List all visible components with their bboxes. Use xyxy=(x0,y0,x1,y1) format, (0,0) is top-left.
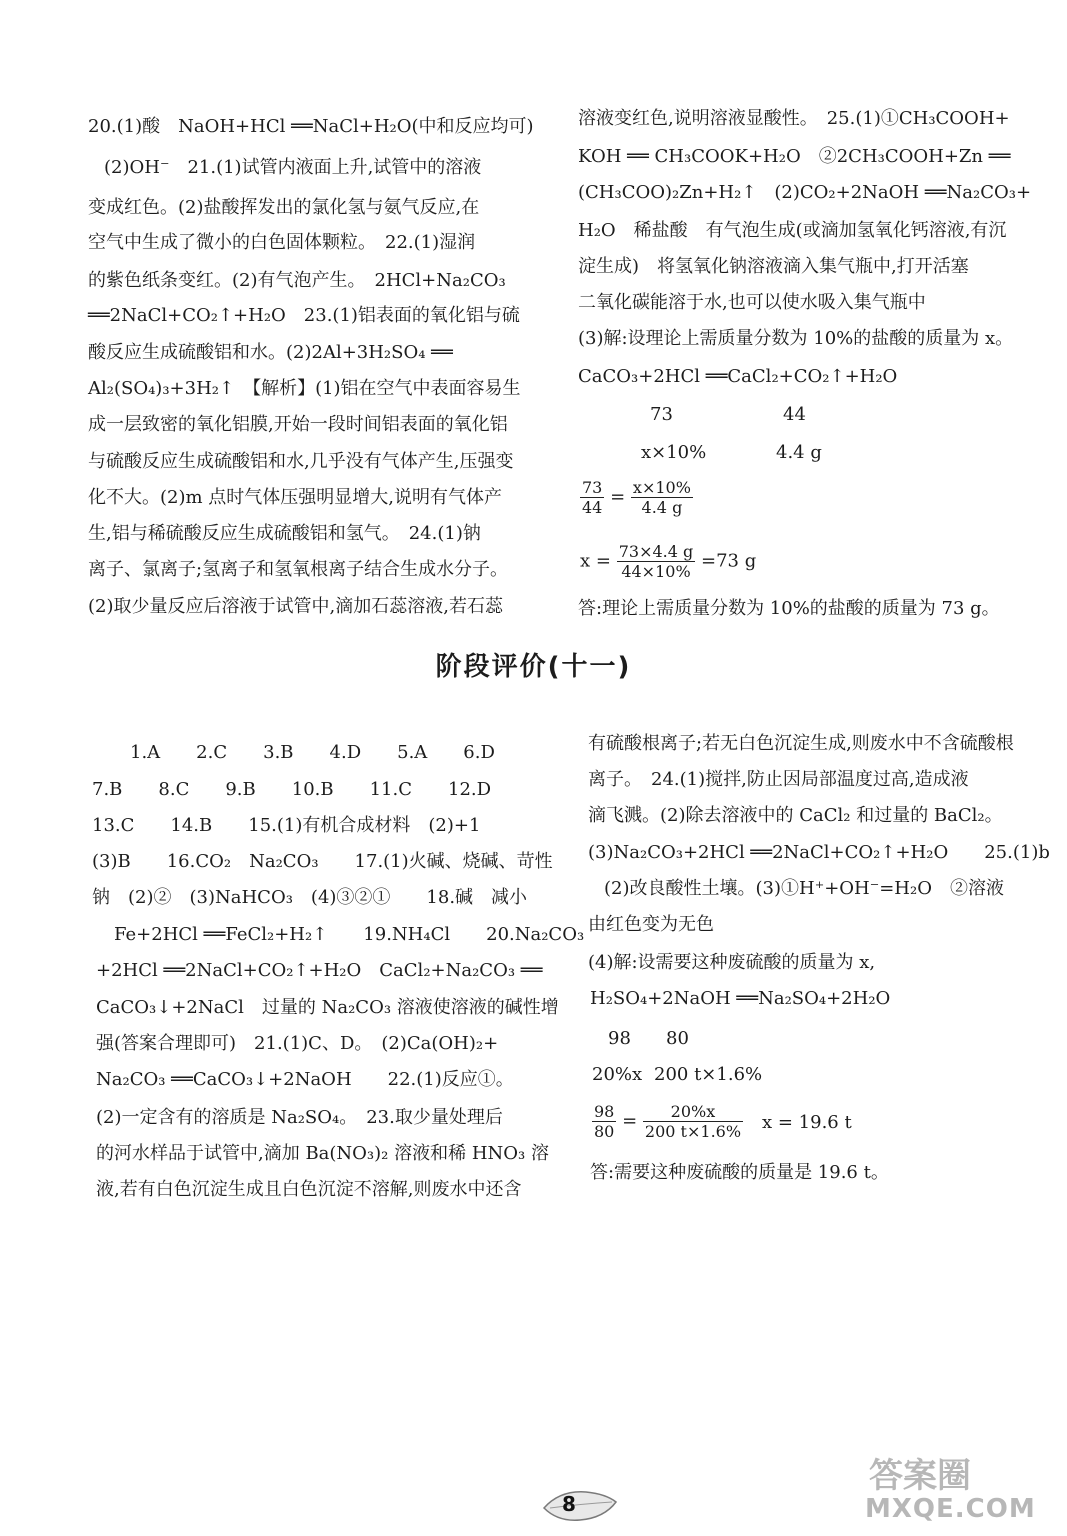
watermark-logo-text: 答案圈 xyxy=(869,1456,971,1496)
text-line: 液,若有白色沉淀生成且白色沉淀不溶解,则废水中还含 xyxy=(96,1179,522,1200)
text-line: CaCO₃↓+2NaCl 过量的 Na₂CO₃ 溶液使溶液的碱性增 xyxy=(96,997,559,1018)
solution-equation: x = $\frac{73\times 4.4 g}{44\times 10\%}$ =73 g xyxy=(580,542,757,581)
watermark-url: MXQE.COM xyxy=(865,1494,1036,1524)
text-line: 由红色变为无色 xyxy=(588,914,714,935)
text-line: +2HCl ══2NaCl+CO₂↑+H₂O CaCl₂+Na₂CO₃ ══ xyxy=(96,960,543,981)
page-number: 8 xyxy=(562,1492,576,1516)
text-line: 与硫酸反应生成硫酸铝和水,几乎没有气体产生,压强变 xyxy=(88,451,514,472)
text-line: 离子、氯离子;氢离子和氢氧根离子结合生成水分子。 xyxy=(88,559,509,580)
equation-value: 73 xyxy=(650,404,673,425)
text-line: 生,铝与稀硫酸反应生成硫酸铝和氢气。 24.(1)钠 xyxy=(88,523,481,544)
text-line: 溶液变红色,说明溶液显酸性。 25.(1)①CH₃COOH+ xyxy=(578,108,1010,129)
answer-line: 答:需要这种废硫酸的质量是 19.6 t。 xyxy=(590,1162,889,1183)
text-line: 酸反应生成硫酸铝和水。(2)2Al+3H₂SO₄ ══ xyxy=(88,342,453,363)
text-line: 20.(1)酸 NaOH+HCl ══NaCl+H₂O(中和反应均可) xyxy=(88,116,534,137)
section-heading: 阶段评价(十一) xyxy=(435,652,632,682)
fraction: $\frac{73\times 4.4 g}{44\times 10\%}$ xyxy=(618,542,694,581)
text-line: 的紫色纸条变红。(2)有气泡产生。 2HCl+Na₂CO₃ xyxy=(88,270,506,291)
answer-row: 13.C 14.B 15.(1)有机合成材料 (2)+1 xyxy=(92,815,481,836)
text-line: ══2NaCl+CO₂↑+H₂O 23.(1)铝表面的氧化铝与硫 xyxy=(88,305,520,326)
text-line: Na₂CO₃ ══CaCO₃↓+2NaOH 22.(1)反应①。 xyxy=(96,1069,514,1090)
text-line: H₂O 稀盐酸 有气泡生成(或滴加氢氧化钙溶液,有沉 xyxy=(578,220,1007,241)
text-line: (2)改良酸性土壤。(3)①H⁺+OH⁻=H₂O ②溶液 xyxy=(604,878,1004,899)
text-line: (CH₃COO)₂Zn+H₂↑ (2)CO₂+2NaOH ══Na₂CO₃+ xyxy=(578,182,1032,203)
text-line: Fe+2HCl ══FeCl₂+H₂↑ 19.NH₄Cl 20.Na₂CO₃ xyxy=(114,924,585,945)
answer-row: 7.B 8.C 9.B 10.B 11.C 12.D xyxy=(92,779,492,800)
equation-value: 98 xyxy=(608,1028,631,1049)
equation-value: x×10% xyxy=(641,442,707,463)
page-number-badge xyxy=(540,1488,620,1524)
equation-value: 20%x xyxy=(592,1064,643,1085)
text-line: 离子。 24.(1)搅拌,防止因局部温度过高,造成液 xyxy=(588,769,969,790)
text-line: 淀生成) 将氢氧化钠溶液滴入集气瓶中,打开活塞 xyxy=(578,256,969,277)
text-line: 化不大。(2)m 点时气体压强明显增大,说明有气体产 xyxy=(88,487,503,508)
watermark xyxy=(857,1448,1047,1528)
text-line: Al₂(SO₄)₃+3H₂↑ 【解析】(1)铝在空气中表面容易生 xyxy=(88,378,521,399)
text-line: 滴飞溅。(2)除去溶液中的 CaCl₂ 和过量的 BaCl₂。 xyxy=(588,805,1003,826)
text-line: (4)解:设需要这种废硫酸的质量为 x, xyxy=(588,952,876,973)
text-line: 变成红色。(2)盐酸挥发出的氯化氢与氨气反应,在 xyxy=(88,197,480,218)
fraction: $\frac{98}{80}$ xyxy=(594,1102,615,1141)
text-line: (3)B 16.CO₂ Na₂CO₃ 17.(1)火碱、烧碱、苛性 xyxy=(92,851,553,872)
fraction: $\frac{20\%x}{200 t\times 1.6\%}$ xyxy=(644,1102,742,1141)
text-line: 二氧化碳能溶于水,也可以使水吸入集气瓶中 xyxy=(578,292,926,313)
equation-line: CaCO₃+2HCl ══CaCl₂+CO₂↑+H₂O xyxy=(578,366,898,387)
equation-line: H₂SO₄+2NaOH ══Na₂SO₄+2H₂O xyxy=(590,988,891,1009)
equation-value: 4.4 g xyxy=(776,442,822,463)
answer-line: 答:理论上需质量分数为 10%的盐酸的质量为 73 g。 xyxy=(578,598,1000,619)
text-line: (2)OH⁻ 21.(1)试管内液面上升,试管中的溶液 xyxy=(104,157,482,178)
text-line: (3)Na₂CO₃+2HCl ══2NaCl+CO₂↑+H₂O 25.(1)b xyxy=(588,842,1050,863)
text-line: 空气中生成了微小的白色固体颗粒。 22.(1)湿润 xyxy=(88,232,476,253)
text-line: 的河水样品于试管中,滴加 Ba(NO₃)₂ 溶液和稀 HNO₃ 溶 xyxy=(96,1143,549,1164)
text-line: 钠 (2)② (3)NaHCO₃ (4)③②① 18.碱 减小 xyxy=(92,887,528,908)
text-line: (2)一定含有的溶质是 Na₂SO₄。 23.取少量处理后 xyxy=(96,1107,503,1128)
text-line: 有硫酸根离子;若无白色沉淀生成,则废水中不含硫酸根 xyxy=(588,733,1014,754)
text-line: 强(答案合理即可) 21.(1)C、D。 (2)Ca(OH)₂+ xyxy=(96,1033,499,1054)
proportion-equation: $\frac{98}{80}$ = $\frac{20\%x}{200 t\times 1.6\%}$ xyxy=(594,1102,742,1141)
equation-value: 200 t×1.6% xyxy=(654,1064,763,1085)
leaf-icon xyxy=(540,1488,620,1524)
fraction: $\frac{x\times 10\%}{4.4 g}$ xyxy=(632,478,691,517)
result-value: x = 19.6 t xyxy=(762,1112,852,1133)
fraction: $\frac{73}{44}$ xyxy=(582,478,603,517)
answer-row: 1.A 2.C 3.B 4.D 5.A 6.D xyxy=(130,742,495,763)
equation-value: 44 xyxy=(783,404,806,425)
proportion-equation: $\frac{73}{44}$ = $\frac{x\times 10\%}{4.4 g}$ xyxy=(582,478,691,517)
text-line: 成一层致密的氧化铝膜,开始一段时间铝表面的氧化铝 xyxy=(88,414,508,435)
text-line: (2)取少量反应后溶液于试管中,滴加石蕊溶液,若石蕊 xyxy=(88,596,503,617)
equation-value: 80 xyxy=(666,1028,689,1049)
text-line: (3)解:设理论上需质量分数为 10%的盐酸的质量为 x。 xyxy=(578,328,1014,349)
text-line: KOH ══ CH₃COOK+H₂O ②2CH₃COOH+Zn ══ xyxy=(578,146,1011,167)
